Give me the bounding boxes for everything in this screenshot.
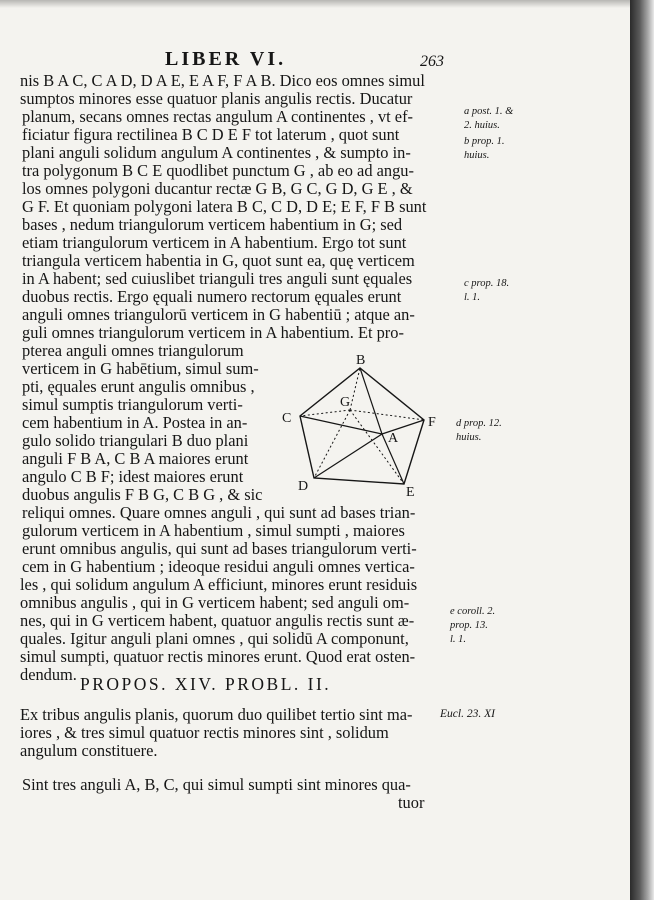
text-line: cem in G habentium ; ideoque residui anguli omnes vertica- <box>22 557 415 576</box>
text-line: pterea anguli omnes triangulorum <box>22 341 244 360</box>
label-c: C <box>282 411 292 426</box>
text-line: les , qui solidum angulum A efficiunt, minores erunt residuis <box>20 575 418 594</box>
text-line: duobus angulis F B G, C B G , & sic <box>22 485 263 504</box>
catchword: tuor <box>398 793 425 812</box>
label-e: E <box>406 485 415 500</box>
text-line: sumptos minores esse quatuor planis angulis rectis. Ducatur <box>20 89 413 108</box>
margin-note: huius. <box>456 432 482 443</box>
text-line: nes, qui in G verticem habent, quatuor angulis rectis sunt æ- <box>20 611 415 630</box>
text-line: dendum. <box>20 665 77 684</box>
page-number: 263 <box>420 53 444 70</box>
text-line: anguli F B A, C B A maiores erunt <box>22 449 249 468</box>
text-line: quales. Igitur anguli plani omnes , qui solidū A componunt, <box>20 629 409 648</box>
text-line: simul sumptis triangulorum verti- <box>22 395 243 414</box>
text-line: anguli omnes triangulorū verticem in G habentiū ; atque an- <box>22 305 415 324</box>
running-title: LIBER VI. <box>165 48 287 70</box>
label-g: G <box>340 395 351 410</box>
proposition-line: angulum constituere. <box>20 741 158 760</box>
margin-note: prop. 13. <box>450 620 488 631</box>
text-line: omnibus angulis , qui in G verticem habent; sed anguli om- <box>20 593 410 612</box>
label-d: D <box>298 479 309 494</box>
text-line: reliqui omnes. Quare omnes anguli , qui sunt ad bases trian- <box>22 503 416 522</box>
proposition-line: iores , & tres simul quatuor rectis minores sint , solidum <box>20 723 389 742</box>
margin-note: e coroll. 2. <box>450 606 496 617</box>
text-line: plani anguli solidum angulum A continentes , & sumpto in- <box>22 143 411 162</box>
margin-note: huius. <box>464 150 490 161</box>
text-line: in A habent; sed cuiuslibet trianguli tres anguli sunt ęquales <box>22 269 413 288</box>
margin-note: b prop. 1. <box>464 136 505 147</box>
margin-note: d prop. 12. <box>456 418 502 429</box>
text-line: triangula verticem habentia in G, quot sunt ea, quę verticem <box>22 251 415 270</box>
margin-note: l. 1. <box>464 292 481 303</box>
label-a: A <box>388 431 399 446</box>
book-gutter <box>630 0 654 900</box>
page-shadow <box>0 0 630 8</box>
text-line: Sint tres anguli A, B, C, qui simul sumpti sint minores qua- <box>22 775 411 794</box>
text-line: etiam triangulorum verticem in A habentium. Ergo tot sunt <box>22 233 407 252</box>
text-line: G F. Et quoniam polygoni latera B C, C D, D E; E F, F B sunt <box>22 197 427 216</box>
pentagon-figure <box>278 350 448 500</box>
text-line: angulo C B F; idest maiores erunt <box>22 467 244 486</box>
text-line: tra polygonum B C E quodlibet punctum G , ab eo ad angu- <box>22 161 414 180</box>
pentagon-diagram <box>278 350 448 500</box>
text-line: nis B A C, C A D, D A E, E A F, F A B. Dico eos omnes simul <box>20 71 425 90</box>
label-f: F <box>428 415 436 430</box>
text-line: duobus rectis. Ergo ęquali numero rectorum ęquales erunt <box>22 287 402 306</box>
text-line: simul sumpti, quatuor rectis minores erunt. Quod erat osten- <box>20 647 416 666</box>
margin-note: 2. huius. <box>464 120 500 131</box>
margin-note: l. 1. <box>450 634 467 645</box>
text-line: gulo solido triangulari B duo plani <box>22 431 249 450</box>
text-line: gulorum verticem in A habentium , simul sumpti , maiores <box>22 521 405 540</box>
text-line: cem habentium in A. Postea in an- <box>22 413 248 432</box>
label-b: B <box>356 353 366 368</box>
text-line: verticem in G habētium, simul sum- <box>22 359 259 378</box>
text-line: los omnes polygoni ducantur rectæ G B, G C, G D, G E , & <box>22 179 413 198</box>
text-line: guli omnes triangulorum verticem in A habentium. Et pro- <box>22 323 404 342</box>
margin-note: Eucl. 23. XI <box>440 708 495 720</box>
margin-note: a post. 1. & <box>464 106 514 117</box>
text-line: ficiatur figura rectilinea B C D E F tot laterum , quot sunt <box>22 125 400 144</box>
text-line: planum, secans omnes rectas angulum A continentes , vt ef- <box>22 107 413 126</box>
proposition-line: Ex tribus angulis planis, quorum duo quilibet tertio sint ma- <box>20 705 413 724</box>
text-line: erunt omnibus angulis, qui sunt ad bases triangulorum verti- <box>22 539 417 558</box>
text-line: bases , nedum triangulorum verticem habentium in G; sed <box>22 215 403 234</box>
text-line: pti, ęquales erunt angulis omnibus , <box>22 377 255 396</box>
margin-note: c prop. 18. <box>464 278 510 289</box>
proposition-heading: PROPOS. XIV. PROBL. II. <box>80 674 332 694</box>
